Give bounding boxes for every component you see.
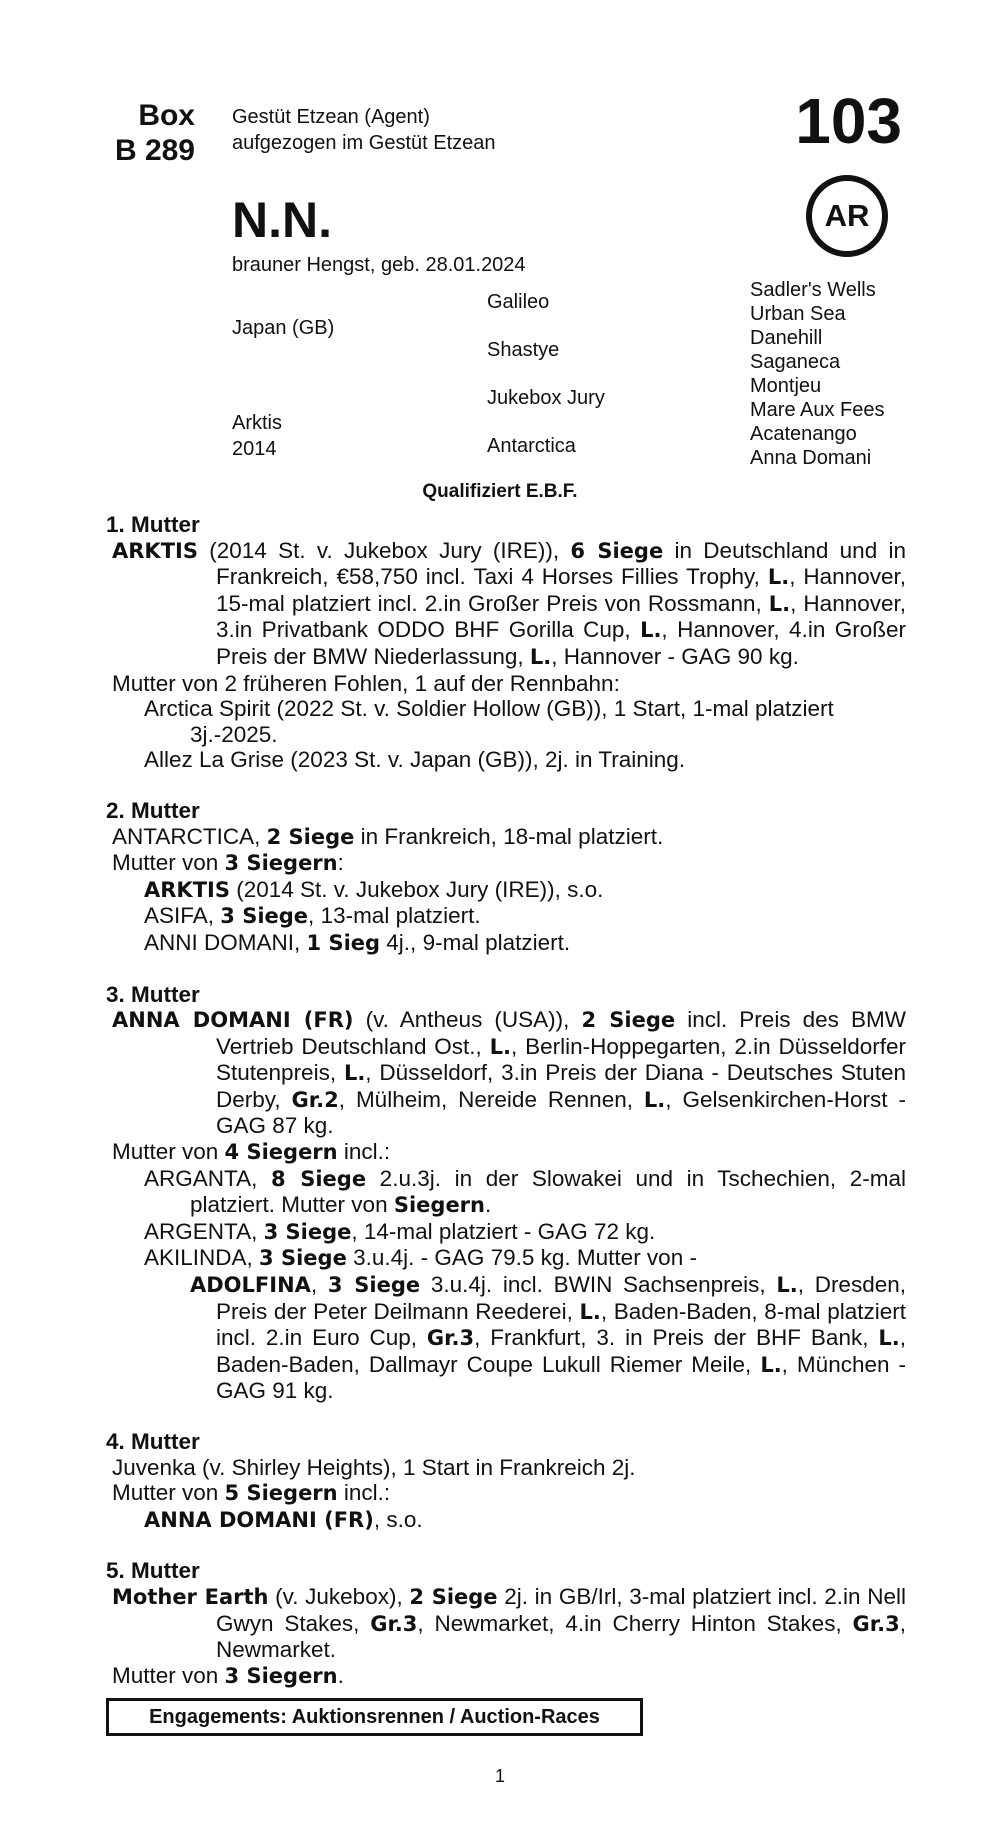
pedigree-great-grandparents [750,278,885,470]
bold-text: 3 Siegern [224,1663,338,1688]
bold-text: L. [489,1034,512,1059]
text: , Hannover - GAG 90 kg. [551,643,799,669]
text: , 14-mal platziert - GAG 72 kg. [351,1218,656,1244]
text: , Dresden, Preis der Peter Deilmann Reederei, [216,1272,906,1324]
raised-by-line: aufgezogen im Gestüt Etzean [232,132,496,154]
ggp-name: Danehill [750,327,823,349]
record-line [106,671,906,697]
bold-text: 5 Siegern [224,1481,338,1506]
bold-text: 1 Sieg [306,930,381,955]
bold-text: Gr.3 [852,1611,900,1636]
section-title: 5. Mutter [106,1558,200,1584]
horse-name: N.N. [232,192,332,248]
text: Allez La Grise (2023 St. v. Japan (GB)), 2j. in Training. [144,747,686,773]
ggp-name: Mare Aux Fees [750,399,885,421]
breeder-info [232,104,496,156]
produce-record [106,512,906,1689]
text: : [337,850,344,876]
ggp-name: Acatenango [750,423,857,445]
bold-text: 2 Siege [266,824,355,849]
text: , s.o. [373,1506,423,1532]
record-line [106,877,906,904]
text: , Newmarket. [216,1610,906,1663]
bold-text: L. [529,644,552,669]
text: ANNI DOMANI, [144,929,307,955]
bold-text: Gr.2 [291,1087,339,1112]
bold-text: L. [878,1326,900,1351]
text: . [485,1192,492,1218]
bold-text: L. [767,565,790,590]
horse-description: brauner Hengst, geb. 28.01.2024 [232,254,526,276]
section-title: 3. Mutter [106,981,200,1007]
bold-text: L. [640,618,662,643]
bold-text: L. [643,1087,666,1112]
text: in Frankreich, 18-mal platziert. [354,823,664,849]
bold-text: L. [579,1299,601,1324]
text: , [310,1272,328,1298]
text: ARGENTA, [144,1218,264,1244]
section-gap [106,957,906,982]
bold-text: L. [760,1352,782,1377]
bold-text: 2 Siege [409,1584,498,1609]
text: . [337,1662,344,1688]
bold-text: Mother Earth [112,1584,269,1609]
record-line [106,1455,906,1481]
text: Arctica Spirit (2022 St. v. Soldier Hollow (GB)), 1 Start, 1-mal platziert 3j.-2025. [144,696,834,747]
bold-text: L. [776,1273,798,1298]
section-gap [106,1533,906,1558]
page-number: 1 [494,1766,505,1786]
bold-text: ARKTIS [112,538,198,563]
text: ASIFA, [144,903,221,929]
text: (2014 St. v. Jukebox Jury (IRE)), s.o. [229,876,604,902]
text: 2j. in GB/Irl, 3-mal platziert incl. 2.in Nell Gwyn Stakes, [216,1583,906,1636]
text: , Hannover, 3.in Privatbank ODDO BHF Gorilla Cup, [216,590,907,643]
text: AKILINDA, [144,1245,260,1271]
record-line [106,1480,906,1507]
text: 2.u.3j. in der Slowakei und in Tschechien, 2-mal platziert. Mutter von [190,1165,906,1218]
text: , Frankfurt, 3. in Preis der BHF Bank, [474,1325,879,1351]
text: , Gelsenkirchen-Horst - GAG 87 kg. [216,1086,906,1139]
bold-text: ARKTIS [144,877,230,902]
text: Juvenka (v. Shirley Heights), 1 Start in Frankreich 2j. [112,1454,636,1480]
bold-text: ANNA DOMANI (FR) [112,1008,354,1033]
text: , Berlin-Hoppegarten, 2.in Düsseldorfer Stutenpreis, [216,1033,906,1086]
ggp-name: Saganeca [750,351,841,373]
text: ARGANTA, [144,1165,271,1191]
record-line [106,747,906,773]
text: , Hannover, 4.in Großer Preis der BMW Niederlassung, [216,617,906,669]
bold-text: ANNA DOMANI (FR) [144,1507,374,1532]
pedigree-sire: Japan (GB) [232,317,335,339]
bold-text: 3 Siege [220,904,309,929]
bold-text: Siegern [393,1193,485,1218]
pedigree-sire-dam: Shastye [487,339,560,361]
breeder-line: Gestüt Etzean (Agent) [232,106,430,128]
record-line [106,1584,906,1663]
engagements-box: Engagements: Auktionsrennen / Auction-Races [106,1698,643,1736]
record-line [106,1219,906,1246]
text: incl.: [337,1480,391,1506]
record-line [106,1245,906,1272]
pedigree-dam-year: 2014 [232,438,277,460]
record-line [106,1272,906,1404]
bold-text: ADOLFINA [190,1273,311,1298]
text: , 13-mal platziert. [308,903,481,929]
text: (2014 St. v. Jukebox Jury (IRE)), [197,537,571,563]
record-line [106,930,906,957]
text: 3.u.4j. incl. BWIN Sachsenpreis, [420,1272,777,1298]
record-line [106,696,906,747]
text: 4j., 9-mal platziert. [380,929,571,955]
text: (v. Antheus (USA)), [353,1007,582,1033]
text: , Düsseldorf, 3.in Preis der Diana - Deutsches Stuten Derby, [216,1060,906,1112]
bold-text: 3 Siege [259,1246,347,1271]
record-line [106,1007,906,1139]
ggp-name: Sadler's Wells [750,279,876,301]
box-label: Box [138,99,195,132]
text: , Baden-Baden, 8-mal platziert incl. 2.in Euro Cup, [216,1298,906,1351]
pedigree-sire-sire: Galileo [487,291,550,313]
text: Mutter von [112,1480,225,1506]
box-id: B 289 [114,134,195,167]
bold-text: 3 Siege [327,1273,421,1298]
text: , Newmarket, 4.in Cherry Hinton Stakes, [417,1610,853,1636]
text: incl. Preis des BMW Vertrieb Deutschland Ost., [216,1007,907,1059]
record-line [106,538,906,671]
text: Mutter von 2 früheren Fohlen, 1 auf der Rennbahn: [112,670,620,696]
record-line [106,1507,906,1534]
bold-text: Gr.3 [426,1326,475,1351]
bold-text: 8 Siege [270,1166,367,1191]
text: Mutter von [112,850,225,876]
text: ANTARCTICA, [112,823,267,849]
text: , Baden-Baden, Dallmayr Coupe Lukull Riemer Meile, [216,1325,906,1377]
ar-badge: AR [806,175,888,257]
text: (v. Jukebox), [268,1583,410,1609]
record-line [106,1139,906,1166]
text: 3.u.4j. - GAG 79.5 kg. Mutter von - [346,1245,697,1271]
ggp-name: Urban Sea [750,303,846,325]
pedigree-dam-dam: Antarctica [487,435,576,457]
pedigree-dam: Arktis [232,412,282,434]
text: , Mülheim, Nereide Rennen, [338,1086,644,1112]
bold-text: L. [768,591,791,616]
bold-text: 2 Siege [581,1008,676,1033]
ggp-name: Anna Domani [750,447,872,469]
text: in Deutschland und in Frankreich, €58,750 incl. Taxi 4 Horses Fillies Trophy, [216,537,907,590]
bold-text: 6 Siege [570,538,664,563]
record-line [106,850,906,877]
section-gap [106,773,906,798]
section-title: 1. Mutter [106,512,200,537]
section-gap [106,1404,906,1429]
bold-text: 4 Siegern [224,1140,338,1165]
section-title: 2. Mutter [106,797,200,823]
bold-text: Gr.3 [370,1611,418,1636]
bold-text: 3 Siege [263,1219,352,1244]
record-line [106,1166,906,1219]
lot-number: 103 [795,85,902,157]
bold-text: L. [343,1061,366,1086]
record-line [106,1663,906,1690]
section-title: 4. Mutter [106,1429,200,1454]
text: Mutter von [112,1662,225,1688]
text: Mutter von [112,1139,225,1165]
record-line [106,824,906,851]
text: incl.: [337,1139,391,1165]
pedigree-dam-sire: Jukebox Jury [487,387,605,409]
ggp-name: Montjeu [750,375,822,397]
bold-text: 3 Siegern [224,851,338,876]
text: , München - GAG 91 kg. [216,1351,906,1404]
box-number [100,98,195,168]
qualification-note: Qualifiziert E.B.F. [422,481,578,502]
record-line [106,903,906,930]
text: , Hannover, 15-mal platziert incl. 2.in Großer Preis von Rossmann, [216,564,906,616]
